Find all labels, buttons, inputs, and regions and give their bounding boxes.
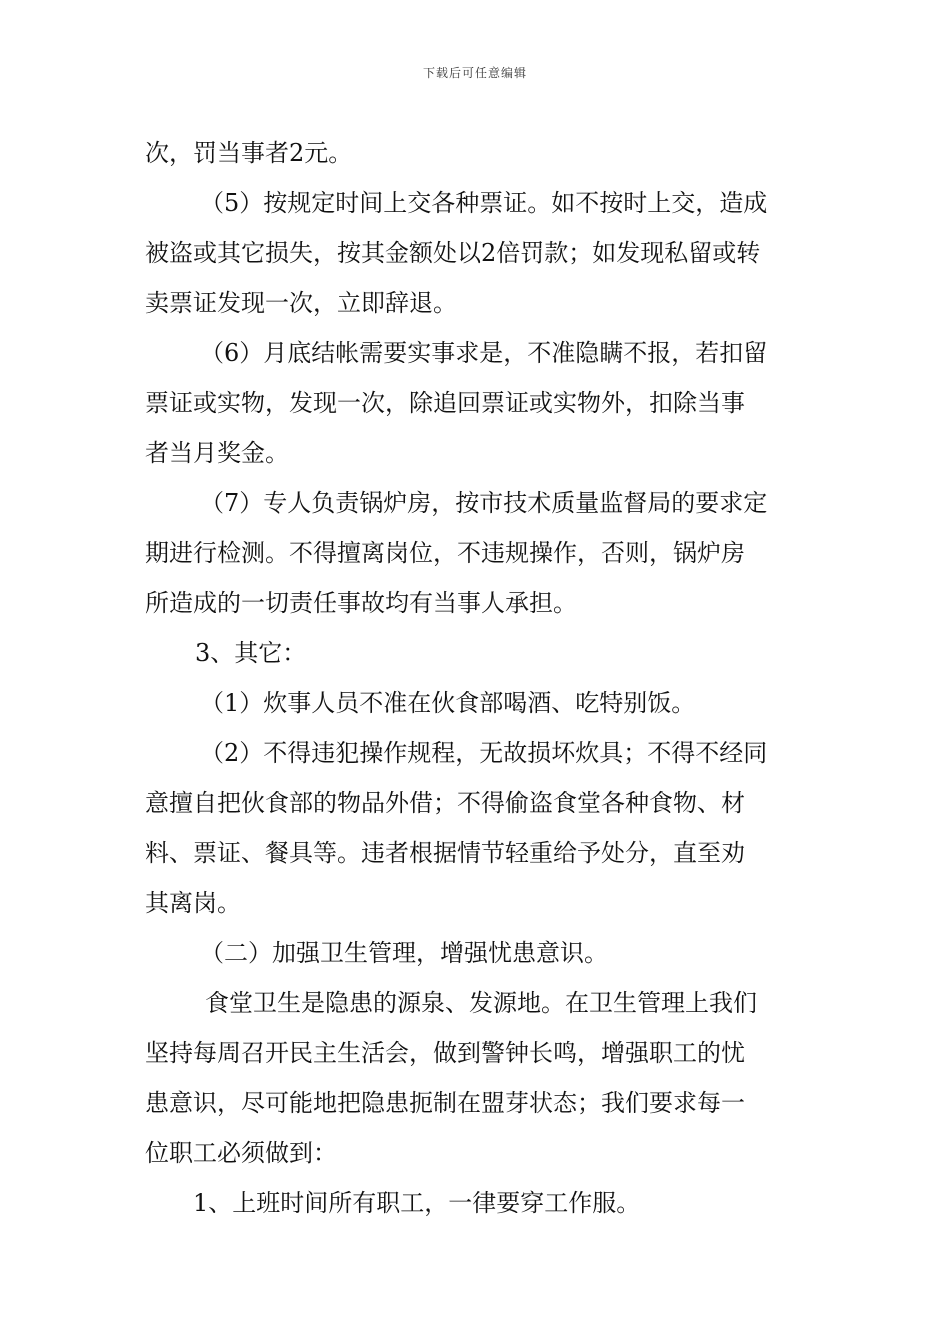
text-line: 坚持每周召开民主生活会，做到警钟长鸣，增强职工的忧: [145, 1039, 745, 1067]
document-body: [145, 128, 810, 1228]
text-line: 患意识，尽可能地把隐患扼制在盟芽状态；我们要求每一: [145, 1089, 745, 1117]
text-line: 食堂卫生是隐患的源泉、发源地。在卫生管理上我们: [205, 989, 757, 1017]
text-line: 票证或实物，发现一次，除追回票证或实物外，扣除当事: [145, 389, 745, 417]
text-line: 料、票证、餐具等。违者根据情节轻重给予处分，直至劝: [145, 839, 745, 867]
text-line: 1、上班时间所有职工，一律要穿工作服。: [193, 1189, 641, 1217]
text-line: 位职工必须做到：: [145, 1139, 337, 1167]
text-line: 期进行检测。不得擅离岗位，不违规操作，否则，锅炉房: [145, 539, 745, 567]
text-line: （6）月底结帐需要实事求是，不准隐瞒不报，若扣留: [200, 339, 768, 367]
page-header: 下载后可任意编辑: [422, 66, 527, 80]
text-line: 所造成的一切责任事故均有当事人承担。: [145, 589, 577, 617]
text-line: （1）炊事人员不准在伙食部喝酒、吃特别饭。: [200, 689, 696, 717]
text-line: 意擅自把伙食部的物品外借；不得偷盗食堂各种食物、材: [145, 789, 745, 817]
text-line: （7）专人负责锅炉房，按市技术质量监督局的要求定: [200, 489, 768, 517]
text-line: 卖票证发现一次，立即辞退。: [145, 289, 457, 317]
text-line: 被盗或其它损失，按其金额处以2倍罚款；如发现私留或转: [145, 239, 761, 267]
text-line: （5）按规定时间上交各种票证。如不按时上交，造成: [200, 189, 768, 217]
text-line: 3、其它：: [195, 639, 307, 667]
text-line: 其离岗。: [145, 889, 241, 917]
text-line: 次，罚当事者2元。: [145, 139, 353, 167]
text-line: （2）不得违犯操作规程，无故损坏炊具；不得不经同: [200, 739, 768, 767]
text-line: 者当月奖金。: [145, 439, 289, 467]
text-line: （二）加强卫生管理，增强忧患意识。: [200, 939, 608, 967]
